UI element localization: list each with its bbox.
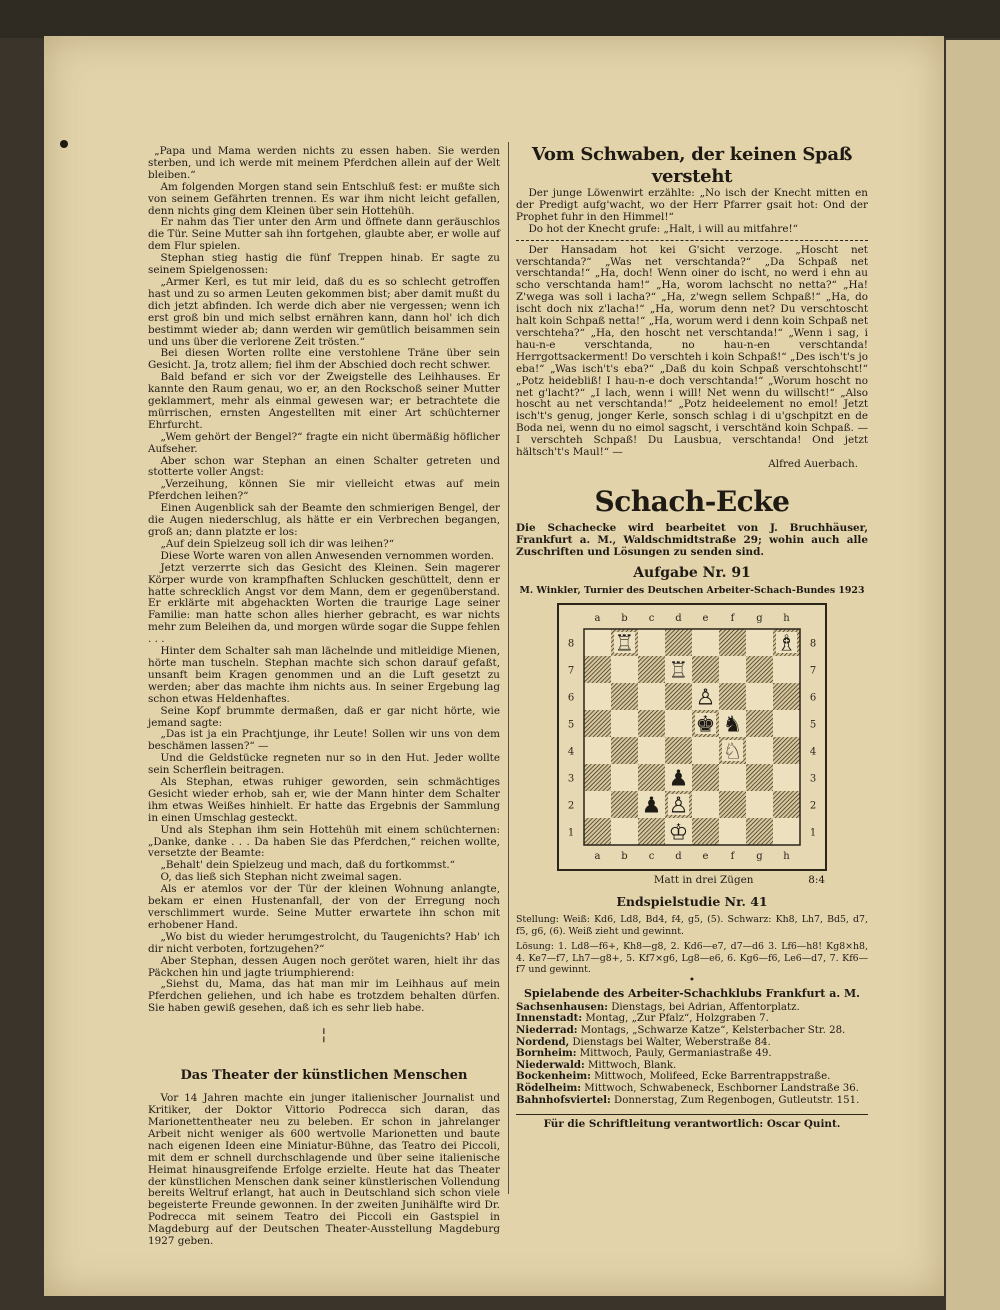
club-location: Bockenheim: xyxy=(516,1070,591,1083)
rank-label-left: 1 xyxy=(567,827,575,839)
story-paragraph: Und als Stephan ihm sein Hottehüh mit einem schüchternen: „Danke, danke . . . Da haben Sie das Pferdchen,“ reichen wollte, versetzte der Beamte: xyxy=(148,823,500,860)
board-square-d5 xyxy=(665,710,692,737)
board-square-b3 xyxy=(611,764,638,791)
story-paragraph: Einen Augenblick sah der Beamte den schmierigen Bengel, der die Augen niederschlug, als hätte er ein Verbrechen begangen, groß an; dann platzte er los: xyxy=(148,502,500,538)
club-entry xyxy=(516,1095,868,1107)
board-square-g6 xyxy=(746,683,773,710)
board-square-c1 xyxy=(638,818,665,845)
rank-label-left: 3 xyxy=(567,773,575,785)
board-square-h7 xyxy=(773,656,800,683)
club-location: Nordend, xyxy=(516,1035,570,1048)
club-schedule: Montag, „Zur Pfalz“, Holzgraben 7. xyxy=(582,1013,769,1025)
story-paragraph: „Behalt' dein Spielzeug und mach, daß du fortkommst.“ xyxy=(160,859,455,872)
board-square-a1 xyxy=(584,818,611,845)
file-label-top: e xyxy=(702,612,709,624)
board-square-c5 xyxy=(638,710,665,737)
club-list xyxy=(516,1002,868,1106)
board-square-a8 xyxy=(584,629,611,656)
club-schedule: Dienstags bei Walter, Weberstraße 84. xyxy=(569,1036,771,1048)
file-label-top: h xyxy=(783,612,790,624)
club-schedule: Mittwoch, Schwabeneck, Eschborner Landstraße 36. xyxy=(581,1083,859,1095)
board-square-f2 xyxy=(719,791,746,818)
dashed-separator xyxy=(516,240,868,241)
board-square-d8 xyxy=(665,629,692,656)
chess-piece-b8: ♖ xyxy=(614,631,635,657)
chess-section-title: Schach-Ecke xyxy=(594,484,790,518)
file-label-bottom: a xyxy=(594,850,601,862)
chess-piece-d2: ♙ xyxy=(668,793,689,819)
story-paragraph: Er nahm das Tier unter den Arm und öffnete dann geräuschlos die Tür. Seine Mutter sah ihn fortgehen, glaubte aber, er wolle auf dem Flur spielen. xyxy=(148,216,500,253)
right-column xyxy=(516,144,868,1131)
chess-piece-f5: ♞ xyxy=(722,712,743,738)
club-location: Rödelheim: xyxy=(516,1082,582,1095)
chess-piece-h8: ♗ xyxy=(776,631,797,657)
rank-label-right: 7 xyxy=(809,665,817,677)
file-label-top: d xyxy=(675,612,682,624)
file-label-top: a xyxy=(594,612,601,624)
board-square-f3 xyxy=(719,764,746,791)
rank-label-right: 6 xyxy=(809,692,817,704)
story-paragraph: „Wo bist du wieder herumgestrolcht, du Taugenichts? Hab' ich dir nicht verboten, fortzugehen?“ xyxy=(148,930,500,955)
chess-piece-d3: ♟ xyxy=(668,766,689,792)
rank-label-left: 2 xyxy=(567,800,575,812)
rank-label-right: 8 xyxy=(809,638,817,650)
story-paragraph: Hinter dem Schalter sah man lächelnde und mitleidige Mienen, hörte man tuscheln. Stephan machte sich schon darauf gefaßt, unsanft beim Kragen genommen und an die Luft gesetzt zu werden; aber das machte ihm nichts aus. In seiner Ergebung lag schon etwas Heldenhaftes. xyxy=(148,645,500,705)
club-location: Bahnhofsviertel: xyxy=(516,1093,611,1106)
story-paragraph: Jetzt verzerrte sich das Gesicht des Kleinen. Sein magerer Körper wurde von krampfhaften Schlucken geschüttelt, denn er hatte schrecklich Angst vor dem Mann, dem er gegenüberstand. Er erklärte mit abgehackten Worten die traurige Lage seiner Familie: man hatte schon alles hierher gebracht, es war nichts mehr zum Beleihen da, und morgen würde sogar die Suppe fehlen . . . xyxy=(148,561,500,646)
board-square-c3 xyxy=(638,764,665,791)
scan-background xyxy=(0,0,1000,38)
chess-section-intro: Die Schachecke wird bearbeitet von J. Bruchhäuser, Frankfurt a. M., Waldschmidtstraße 29; wohin auch alle Zuschriften und Lösungen zu senden sind. xyxy=(516,521,868,558)
club-schedule: Mittwoch, Molifeed, Ecke Barrentrappstraße. xyxy=(590,1071,831,1083)
club-location: Niederrad: xyxy=(516,1024,578,1037)
board-square-h6 xyxy=(773,683,800,710)
chess-piece-c2: ♟ xyxy=(641,793,662,819)
club-schedule: Mittwoch, Blank. xyxy=(584,1059,677,1071)
club-location: Bornheim: xyxy=(516,1047,577,1060)
board-square-f7 xyxy=(719,656,746,683)
ornament-divider: ╎ xyxy=(319,1028,329,1045)
file-label-bottom: g xyxy=(756,850,763,862)
story-paragraph: „Wem gehört der Bengel?“ fragte ein nicht übermäßig höflicher Aufseher. xyxy=(148,430,500,455)
board-square-f1 xyxy=(719,818,746,845)
file-label-bottom: h xyxy=(783,850,790,862)
footer-rule xyxy=(516,1114,868,1115)
dot-ornament: • xyxy=(688,973,696,986)
story-paragraph: „Siehst du, Mama, das hat man mir im Leihhaus auf mein Pferdchen geliehen, und ich habe es trotzdem behalten dürfen. Sie haben gewiß gesehen, daß ich es sehr lieb habe. xyxy=(148,978,500,1015)
board-square-g7 xyxy=(746,656,773,683)
board-square-e4 xyxy=(692,737,719,764)
story-paragraph: Seine Kopf brummte dermaßen, daß er gar nicht hörte, wie jemand sagte: xyxy=(148,704,500,729)
board-square-e2 xyxy=(692,791,719,818)
rank-label-right: 5 xyxy=(809,719,817,731)
theater-article-text: Vor 14 Jahren machte ein junger italienischer Journalist und Kritiker, der Doktor Vittorio Podrecca sich daran, das Marionettentheater neu zu beleben. Er schon in jahrelanger Arbeit nicht weniger als 600 wertvolle Marionetten und baute nach eigenen Ideen eine Miniatur-Bühne, das Teatro dei Piccoli, mit dem er schnell durchschlagende und über seine italienische Heimat hinausgreifende Erfolge erzielte. Heute hat das Theater der künstlichen Menschen dank seiner künstlerischen Vollendung bereits Weltruf erlangt, hat auch in Deutschland sich schon viele begeisterte Freunde gewonnen. In der zweiten Junihälfte wird Dr. Podrecca mit seinem Teatro dei Piccoli ein Gastspiel in Magdeburg auf der Deutschen Theater-Ausstellung Magdeburg 1927 geben. xyxy=(148,1092,500,1248)
margin-mark xyxy=(60,140,68,148)
rank-label-right: 1 xyxy=(809,827,817,839)
board-square-c6 xyxy=(638,683,665,710)
board-square-e8 xyxy=(692,629,719,656)
board-square-g3 xyxy=(746,764,773,791)
board-square-a6 xyxy=(584,683,611,710)
rank-label-right: 3 xyxy=(809,773,817,785)
board-square-h5 xyxy=(773,710,800,737)
board-square-b7 xyxy=(611,656,638,683)
board-square-b4 xyxy=(611,737,638,764)
rank-label-left: 5 xyxy=(567,719,575,731)
chess-problem-caption xyxy=(559,875,825,887)
story-paragraph: Stephan stieg hastig die fünf Treppen hinab. Er sagte zu seinem Spielgenossen: xyxy=(148,252,500,277)
schwaben-dialogue: Der Hansadam hot kei G'sicht verzoge. „Hoscht net verschtanda?“ „Was net verschtanda?“ „Da Schpaß net verschtanda!“ „Ha, doch! Wenn oiner do ischt, no werd i ehn au scho verschtanda ham!“ „Ha, worom lachscht no netta?“ „Ha! Z'wega was soll i lacha?“ „Ha, z'wegn sellem Schpaß!“ „Ha, do ischt doch nix z'lacha!“ „Ha, worum denn net? Du verschtoscht halt koin Schpaß netta!“ „Ha, worum werd i denn koin Schpaß net verschteha?“ „Ha, den hoscht net verschtanda!“ „Wenn i sag, i hau-n-e verschtanda, no hau-n-en verschtanda! Herrgottsackerment! Do verschteh i koin Schpaß!“ „Des isch't's jo eba!“ „Was isch't's eba?“ „Daß du koin Schpaß verschtohscht!“ „Potz heidebliß! I hau-n-e doch verschtanda!“ „Worum hoscht no net g'lacht?“ „I lach, wenn i will! Net wenn du willscht!“ „Also hoscht au net verschtanda!“ „Potz heideelement no emol! Jetzt isch't's genug, jonger Kerle, sonsch schlag i di u'gschpitzt en de Boda nei, wenn du no eimol sagscht, i verschtänd koin Schpaß. — I verschteh Schpaß! Du Lausbua, verschtanda! Ond jetzt hältsch't's Maul!“ — xyxy=(516,243,868,459)
story-paragraph: Bei diesen Worten rollte eine verstohlene Träne über sein Gesicht. Ja, trotz allem; fiel ihm der Abschied doch recht schwer. xyxy=(148,347,500,372)
board-square-b1 xyxy=(611,818,638,845)
adjacent-page-edge xyxy=(946,40,1000,1310)
mate-instruction: Matt in drei Zügen xyxy=(653,873,754,886)
rank-label-left: 7 xyxy=(567,665,575,677)
story-paragraph: „Papa und Mama werden nichts zu essen haben. Sie werden sterben, und ich werde mit meinem Pferdchen allein auf der Welt bleiben.“ xyxy=(148,145,500,181)
schwaben-intro-punchline: Do hot der Knecht grufe: „Halt, i will au mitfahre!“ xyxy=(528,222,798,235)
club-schedule: Donnerstag, Zum Regenbogen, Gutleutstr. 151. xyxy=(610,1094,860,1106)
club-location: Innenstadt: xyxy=(516,1012,583,1025)
board-square-a7 xyxy=(584,656,611,683)
rank-label-right: 4 xyxy=(809,746,817,758)
rank-label-left: 6 xyxy=(567,692,575,704)
story-paragraph: Aber schon war Stephan an einen Schalter getreten und stotterte voller Angst: xyxy=(148,454,500,479)
chess-piece-d7: ♖ xyxy=(668,658,689,684)
schwaben-article-title: Vom Schwaben, der keinen Spaß versteht xyxy=(531,144,853,187)
story-paragraph: O, das ließ sich Stephan nicht zweimal sagen. xyxy=(160,871,402,884)
story-paragraph: Als Stephan, etwas ruhiger geworden, sein schmächtiges Gesicht wieder erhob, sah er, wie der Mann hinter dem Schalter ihm etwas Weißes hinhielt. Er hatte das Ergebnis der Sammlung in einen Umschlag gesteckt. xyxy=(148,776,500,824)
chess-piece-e5: ♚ xyxy=(695,712,716,738)
story-paragraph: Als er atemlos vor der Tür der kleinen Wohnung anlangte, bekam er einen Hustenanfall, der von der Erregung noch verschlimmert wurde. Seine Mutter erwartete ihn schon mit erhobener Hand. xyxy=(148,883,500,931)
editor-credit: Für die Schriftleitung verantwortlich: Oscar Quint. xyxy=(543,1118,841,1131)
file-label-top: b xyxy=(621,612,628,624)
board-square-a4 xyxy=(584,737,611,764)
story-paragraph: Bald befand er sich vor der Zweigstelle des Leihhauses. Er kannte den Raum genau, wo er, an den Rockschoß seiner Mutter geklammert, mehr als einmal gewesen war; er betrachtete die mürrischen, ernsten Angestellten mit einer Art schüchterner Ehrfurcht. xyxy=(148,371,500,431)
board-square-c7 xyxy=(638,656,665,683)
chess-piece-f4: ♘ xyxy=(722,739,743,765)
board-square-b2 xyxy=(611,791,638,818)
board-square-e1 xyxy=(692,818,719,845)
board-square-a3 xyxy=(584,764,611,791)
board-square-b6 xyxy=(611,683,638,710)
story-paragraph: „Auf dein Spielzeug soll ich dir was leihen?“ xyxy=(160,537,395,550)
club-schedule: Montags, „Schwarze Katze“, Kelsterbacher Str. 28. xyxy=(577,1025,846,1037)
board-square-c4 xyxy=(638,737,665,764)
left-column xyxy=(148,146,500,1248)
board-square-e3 xyxy=(692,764,719,791)
article-author: Alfred Auerbach. xyxy=(768,457,858,470)
endgame-solution: Lösung: 1. Ld8—f6+, Kh8—g8, 2. Kd6—e7, d7—d6 3. Lf6—h8! Kg8×h8, 4. Ke7—f7, Lh7—g8+, 5. Kf7×g6, Lg8—e6, 6. Kg6—f6, Le6—d7, 7. Kf6—f7 und gewinnt. xyxy=(516,941,868,976)
board-square-g2 xyxy=(746,791,773,818)
chess-board-frame xyxy=(557,603,827,871)
board-square-f8 xyxy=(719,629,746,656)
endgame-study-title: Endspielstudie Nr. 41 xyxy=(616,894,768,910)
board-square-b5 xyxy=(611,710,638,737)
story-paragraph: Diese Worte waren von allen Anwesenden vernommen worden. xyxy=(160,549,495,562)
file-label-bottom: c xyxy=(648,850,655,862)
file-label-top: g xyxy=(756,612,763,624)
board-square-h1 xyxy=(773,818,800,845)
story-paragraph: Aber Stephan, dessen Augen noch gerötet waren, hielt ihr das Päckchen hin und jagte triumphierend: xyxy=(148,954,500,979)
board-square-d6 xyxy=(665,683,692,710)
file-label-top: c xyxy=(648,612,655,624)
file-label-bottom: f xyxy=(730,850,735,862)
story-paragraph: Am folgenden Morgen stand sein Entschluß fest: er mußte sich von seinem Gefährten trennen. Es war ihm nicht leicht gefallen, denn nichts ging dem Kleinen über sein Hottehüh. xyxy=(148,180,500,217)
board-square-g4 xyxy=(746,737,773,764)
club-location: Niederwald: xyxy=(516,1058,585,1071)
chess-problem-title: Aufgabe Nr. 91 xyxy=(633,564,751,581)
endgame-position: Stellung: Weiß: Kd6, Ld8, Bd4, f4, g5, (5). Schwarz: Kh8, Lh7, Bd5, d7, f5, g6, (6). Weiß zieht und gewinnt. xyxy=(516,914,868,937)
file-label-bottom: e xyxy=(702,850,709,862)
board-square-a5 xyxy=(584,710,611,737)
board-square-g5 xyxy=(746,710,773,737)
file-label-top: f xyxy=(730,612,735,624)
board-square-d4 xyxy=(665,737,692,764)
piece-count: 8:4 xyxy=(808,873,825,886)
story-paragraph: Und die Geldstücke regneten nur so in den Hut. Jeder wollte sein Scherflein beitragen. xyxy=(148,752,500,777)
board-square-g8 xyxy=(746,629,773,656)
story-paragraph: „Armer Kerl, es tut mir leid, daß du es so schlecht getroffen hast und zu so armen Leuten gekommen bist; aber damit mußt du dich jetzt abfinden. Ich werde dich aber nie vergessen; wenn ich erst groß bin und mich selbst ernähren kann, dann hol' ich dich bestimmt wieder ab; dann werden wir gemütlich beisammen sein und uns über die verlorene Zeit trösten.“ xyxy=(148,275,500,348)
story-paragraph: „Das ist ja ein Prachtjunge, ihr Leute! Sollen wir uns von dem beschämen lassen?“ — xyxy=(148,728,500,753)
club-location: Sachsenhausen: xyxy=(516,1000,608,1013)
club-schedule: Dienstags, bei Adrian, Affentorplatz. xyxy=(608,1001,800,1013)
board-square-c8 xyxy=(638,629,665,656)
story-paragraph: „Verzeihung, können Sie mir vielleicht etwas auf mein Pferdchen leihen?“ xyxy=(148,478,500,503)
chess-problem-source: M. Winkler, Turnier des Deutschen Arbeiter-Schach-Bundes 1923 xyxy=(519,584,865,596)
theater-article-title: Das Theater der künstlichen Menschen xyxy=(180,1068,468,1084)
board-square-a2 xyxy=(584,791,611,818)
file-label-bottom: b xyxy=(621,850,628,862)
chess-piece-e6: ♙ xyxy=(695,685,716,711)
board-square-g1 xyxy=(746,818,773,845)
board-square-h3 xyxy=(773,764,800,791)
board-square-h2 xyxy=(773,791,800,818)
rank-label-left: 8 xyxy=(567,638,575,650)
board-square-h4 xyxy=(773,737,800,764)
rank-label-left: 4 xyxy=(567,746,575,758)
club-schedule: Mittwoch, Pauly, Germaniastraße 49. xyxy=(576,1048,772,1060)
rank-label-right: 2 xyxy=(809,800,817,812)
board-square-f6 xyxy=(719,683,746,710)
board-square-e7 xyxy=(692,656,719,683)
file-label-bottom: d xyxy=(675,850,682,862)
chess-board xyxy=(559,605,825,869)
club-list-title: Spielabende des Arbeiter-Schachklubs Frankfurt a. M. xyxy=(523,986,861,1000)
column-divider xyxy=(508,142,509,1194)
chess-piece-d1: ♔ xyxy=(668,820,689,846)
schwaben-intro: Der junge Löwenwirt erzählte: „No isch der Knecht mitten en der Predigt aufg'wacht, wo der Herr Pfarrer gsait hot: Ond der Prophet fuhr in den Himmel!“ xyxy=(516,187,868,223)
